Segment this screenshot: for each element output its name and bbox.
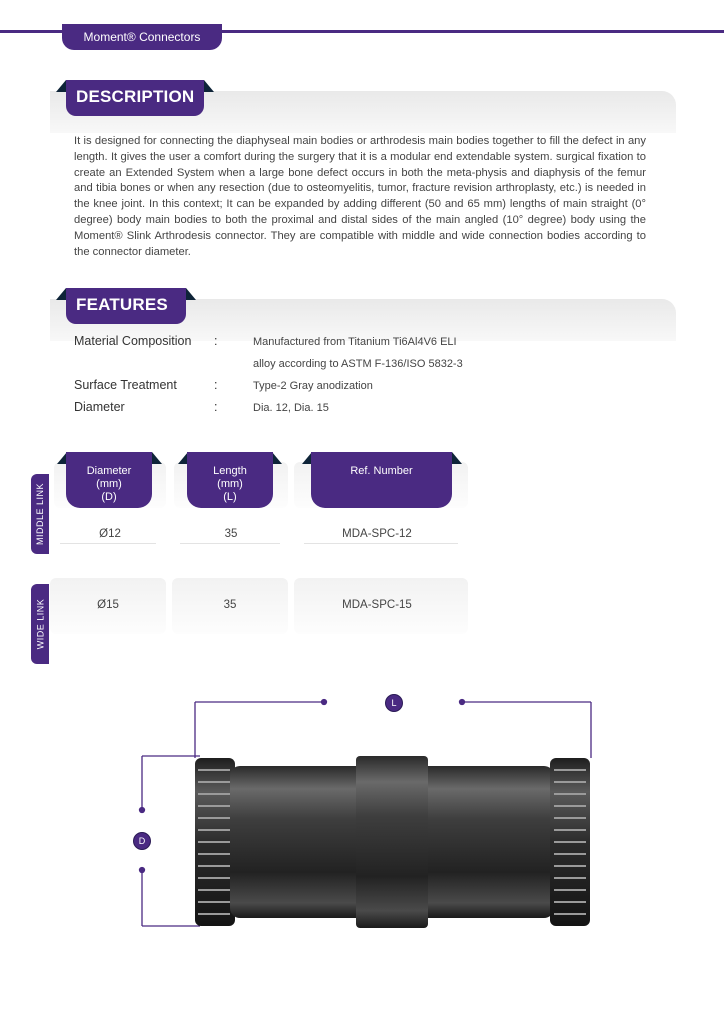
cell-ref-number: MDA-SPC-12 — [342, 528, 412, 540]
fold-corner — [56, 80, 66, 92]
row-divider — [304, 543, 458, 544]
side-tab-wide-link — [31, 584, 49, 664]
header-diameter — [66, 452, 152, 508]
feature-label-diameter: Diameter — [74, 400, 125, 414]
feature-value-diameter: Dia. 12, Dia. 15 — [253, 402, 329, 414]
feature-value-material-line1: Manufactured from Titanium Ti6Al4V6 ELI — [253, 336, 457, 348]
length-marker: L — [385, 694, 403, 712]
feature-separator: : — [214, 400, 218, 414]
header-diameter-line: (mm) — [96, 478, 122, 490]
header-length-line: (mm) — [217, 478, 243, 490]
cell-length: 35 — [223, 599, 237, 611]
features-title: FEATURES — [76, 295, 168, 314]
header-length-line: (L) — [223, 491, 237, 503]
feature-value-material-line2: alloy according to ASTM F-136/ISO 5832-3 — [253, 358, 463, 370]
header-diameter-line: (D) — [101, 491, 117, 503]
cell-length: 35 — [224, 528, 238, 540]
fold-corner — [56, 288, 66, 300]
fold-corner — [186, 288, 196, 300]
cell-ref-number: MDA-SPC-15 — [342, 599, 412, 611]
fold-corner — [272, 452, 282, 464]
center-collar — [356, 756, 428, 928]
connector-diagram — [130, 690, 610, 940]
fold-corner — [204, 80, 214, 92]
fold-corner — [452, 452, 462, 464]
side-tab-middle-link — [31, 474, 49, 554]
description-text: It is designed for connecting the diaphyseal main bodies or arthrodesis main bodies together to fill the defect in any length. It gives the user a comfort during the surgery that it is a modular end extendable system. surgical fixation to create an Extended System when a large bone defect occurs in both the meta-physis and diaphysis of the femur and tibia bones or when any resection (due to osteomyelitis, tumor, fracture revision arthroplasty, etc.) is needed in the knee joint. In this context; It can be expanded by adding different (50 and 65 mm) lengths of main straight (0° degree) body main bodies to both the proximal and distal sides of the main angled (10° degree) body using the Moment® Slink Arthrodesis connector. They are compatible with middle and wide connection bodies according to the connector diameter. — [74, 135, 646, 258]
header-length-line: Length — [213, 465, 247, 477]
side-label: MIDDLE LINK — [35, 482, 46, 546]
cell-diameter: Ø12 — [99, 528, 121, 540]
feature-separator: : — [214, 378, 218, 392]
feature-label-material: Material Composition — [74, 334, 192, 348]
header-ref-number — [311, 452, 452, 508]
row-divider — [60, 543, 156, 544]
feature-label-surface: Surface Treatment — [74, 378, 177, 392]
header-diameter-line: Diameter — [86, 465, 132, 477]
fold-corner — [152, 452, 162, 464]
section-tab: Moment® Connectors — [62, 24, 222, 50]
diameter-marker: D — [133, 832, 151, 850]
description-title: DESCRIPTION — [76, 87, 195, 106]
row-divider — [180, 543, 280, 544]
feature-separator: : — [214, 334, 218, 348]
header-length — [187, 452, 273, 508]
cell-diameter: Ø15 — [97, 599, 119, 611]
side-label: WIDE LINK — [35, 598, 46, 650]
feature-value-surface: Type-2 Gray anodization — [253, 380, 373, 392]
header-ref-line: Ref. Number — [350, 465, 413, 477]
